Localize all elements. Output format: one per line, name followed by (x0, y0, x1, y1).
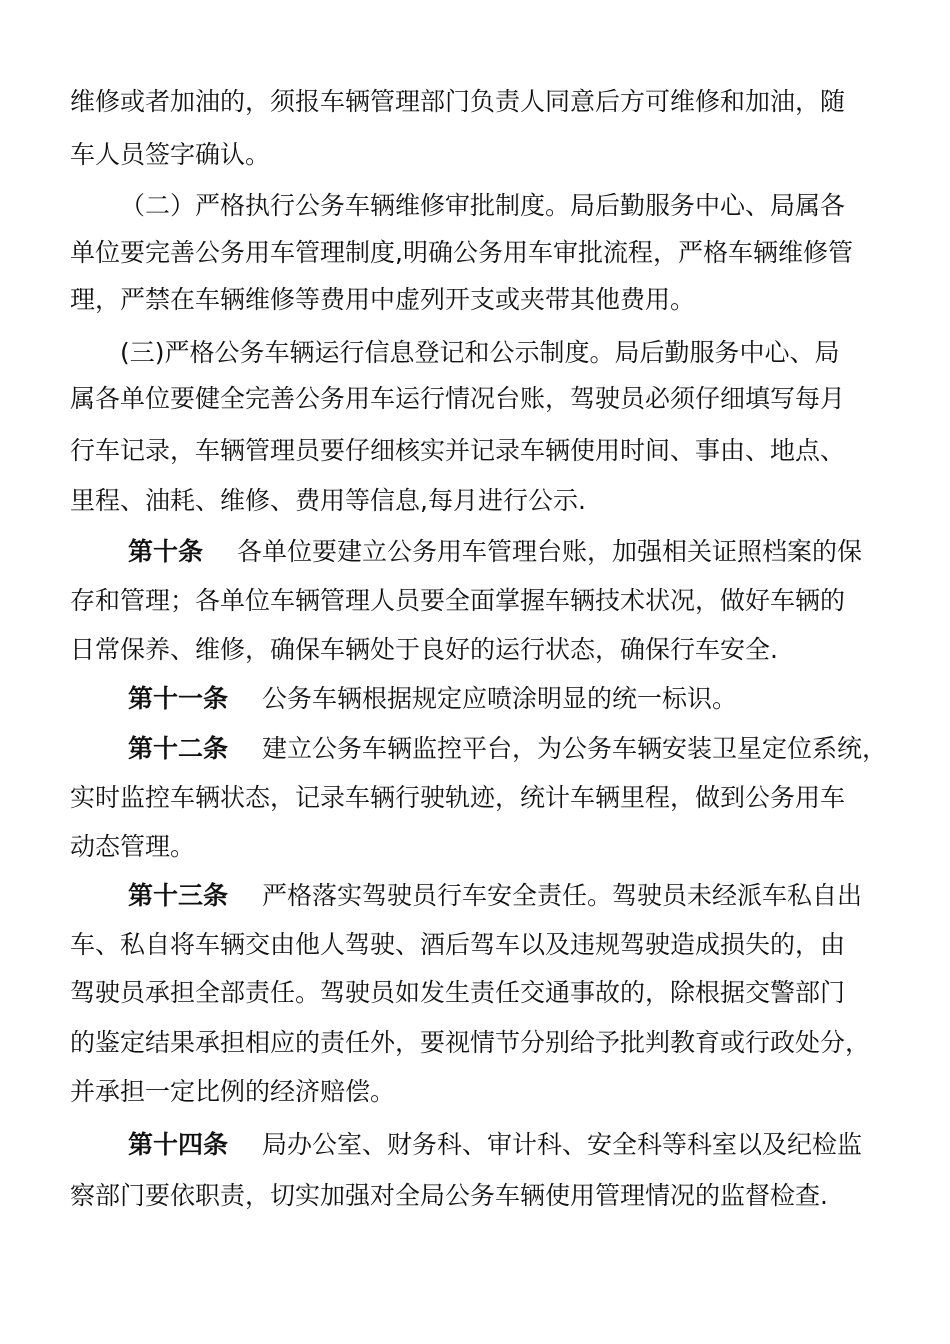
article-label: 第十条 (128, 537, 204, 566)
text-line (0, 128, 950, 182)
line-text: 建立公务车辆监控平台，为公务车辆安装卫星定位系统， (261, 734, 887, 763)
text-line (0, 918, 950, 972)
line-text: 里程、油耗、维修、费用等信息,每月进行公示. (70, 486, 586, 515)
line-text: (三)严格公务车辆运行信息登记和公示制度。局后勤服务中心、局 (120, 338, 840, 367)
line-text: 公务车辆根据规定应喷涂明显的统一标识。 (261, 684, 737, 713)
text-line (0, 226, 950, 280)
text-line (0, 820, 950, 874)
article-line (0, 869, 950, 923)
line-text: 日常保养、维修，确保车辆处于良好的运行状态，确保行车安全. (70, 635, 778, 664)
line-text: 的鉴定结果承担相应的责任外，要视情节分别给予批判教育或行政处分， (70, 1028, 871, 1057)
text-line (0, 179, 950, 233)
text-line (0, 771, 950, 825)
text-line (0, 1065, 950, 1119)
line-text: 实时监控车辆状态，记录车辆行驶轨迹，统计车辆里程，做到公务用车 (70, 783, 846, 812)
line-text: （二）严格执行公务车辆维修审批制度。局后勤服务中心、局属各 (120, 191, 846, 220)
line-text: 属各单位要健全完善公务用车运行情况台账，驾驶员必须仔细填写每月 (70, 384, 846, 413)
line-text: 驾驶员承担全部责任。驾驶员如发生责任交通事故的，除根据交警部门 (70, 978, 846, 1007)
text-line (0, 372, 950, 426)
text-line (0, 75, 950, 129)
text-line (0, 474, 950, 528)
line-text: 察部门要依职责，切实加强对全局公务车辆使用管理情况的监督检查. (70, 1181, 828, 1210)
line-text: 各单位要建立公务用车管理台账，加强相关证照档案的保 (236, 537, 862, 566)
text-line (0, 623, 950, 677)
line-text: 理，严禁在车辆维修等费用中虚列开支或夹带其他费用。 (70, 285, 696, 314)
article-label: 第十一条 (128, 684, 229, 713)
text-line (0, 1169, 950, 1223)
text-line (0, 424, 950, 478)
line-text: 动态管理。 (70, 832, 196, 861)
article-line (0, 1118, 950, 1172)
text-line (0, 574, 950, 628)
line-text: 维修或者加油的，须报车辆管理部门负责人同意后方可维修和加油，随 (70, 87, 846, 116)
line-text: 存和管理；各单位车辆管理人员要全面掌握车辆技术状况，做好车辆的 (70, 586, 846, 615)
article-line (0, 672, 950, 726)
article-label: 第十四条 (128, 1130, 229, 1159)
article-line (0, 722, 950, 776)
article-label: 第十三条 (128, 881, 229, 910)
article-line (0, 525, 950, 579)
line-text: 车人员签字确认。 (70, 140, 271, 169)
line-text: 严格落实驾驶员行车安全责任。驾驶员未经派车私自出 (261, 881, 862, 910)
text-line (0, 1016, 950, 1070)
line-text: 局办公室、财务科、审计科、安全科等科室以及纪检监 (261, 1130, 862, 1159)
line-text: 行车记录，车辆管理员要仔细核实并记录车辆使用时间、事由、地点、 (70, 436, 846, 465)
text-line (0, 966, 950, 1020)
article-label: 第十二条 (128, 734, 229, 763)
text-line (0, 273, 950, 327)
line-text: 单位要完善公务用车管理制度,明确公务用车审批流程，严格车辆维修管 (70, 238, 853, 267)
line-text: 并承担一定比例的经济赔偿。 (70, 1077, 396, 1106)
line-text: 车、私自将车辆交由他人驾驶、酒后驾车以及违规驾驶造成损失的，由 (70, 930, 846, 959)
